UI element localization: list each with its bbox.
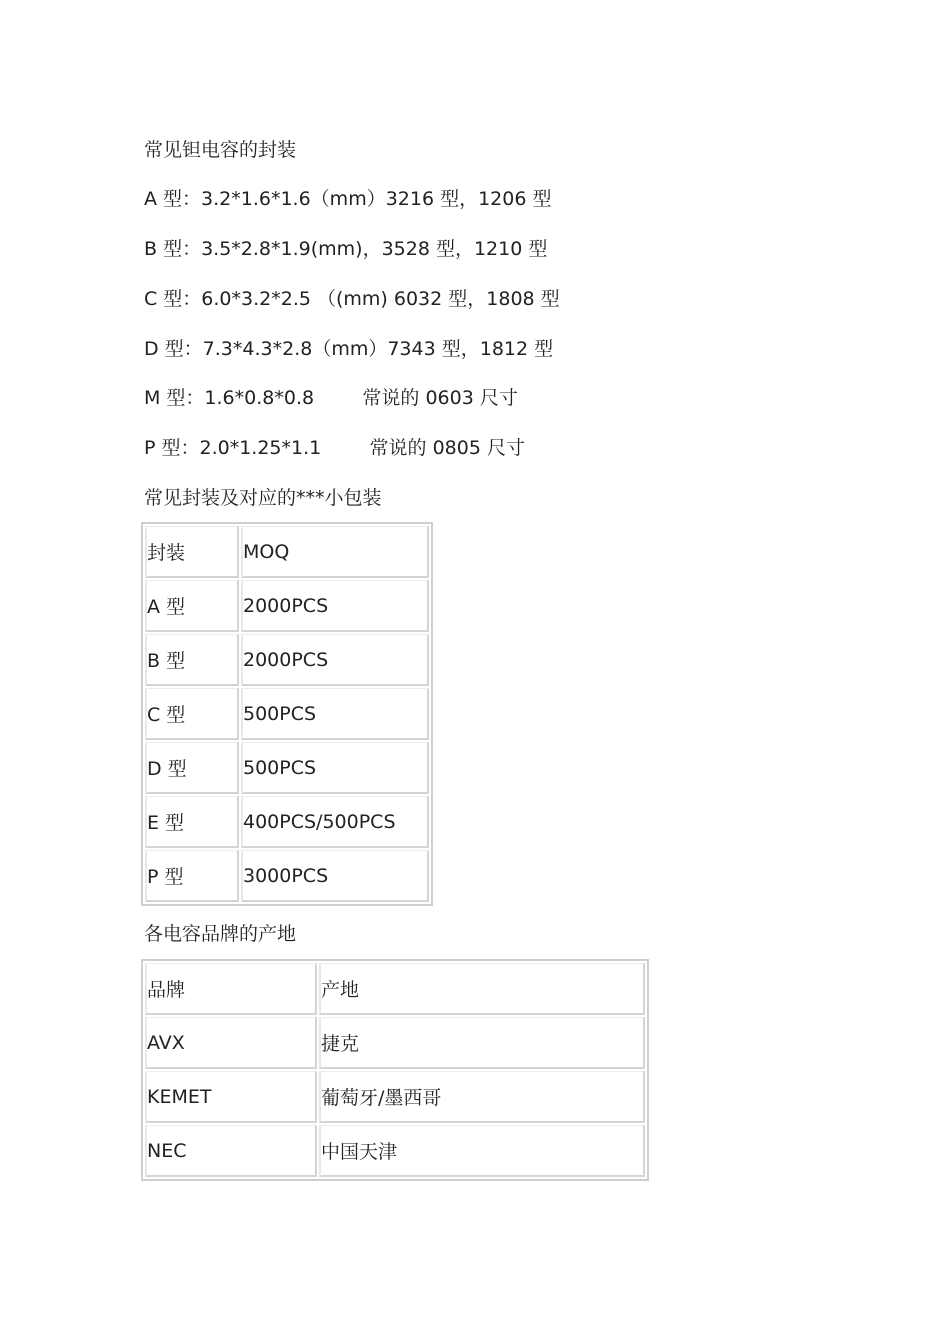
spec-line-m: M 型：1.6*0.8*0.8 常说的 0603 尺寸 (144, 387, 518, 409)
table-row (145, 742, 429, 794)
table-cell: AVX (145, 1017, 317, 1069)
table-cell: D 型 (145, 742, 239, 794)
table-header-cell: MOQ (241, 526, 429, 578)
spec-line-p: P 型：2.0*1.25*1.1 常说的 0805 尺寸 (144, 437, 525, 459)
table-header-row (145, 526, 429, 578)
table-row (145, 1125, 645, 1177)
table-row (145, 850, 429, 902)
table-cell: NEC (145, 1125, 317, 1177)
table-header-row (145, 963, 645, 1015)
table-cell: P 型 (145, 850, 239, 902)
heading-brand-origin: 各电容品牌的产地 (144, 923, 297, 945)
table-cell: 2000PCS (241, 634, 429, 686)
spec-line-b: B 型：3.5*2.8*1.9(mm)，3528 型，1210 型 (144, 238, 548, 260)
table-cell: KEMET (145, 1071, 317, 1123)
table-cell: 2000PCS (241, 580, 429, 632)
table-cell: 3000PCS (241, 850, 429, 902)
moq-table (141, 522, 433, 906)
table-cell: 葡萄牙/墨西哥 (319, 1071, 645, 1123)
table-cell: 500PCS (241, 742, 429, 794)
table-row (145, 1071, 645, 1123)
table-cell: 500PCS (241, 688, 429, 740)
table-cell: C 型 (145, 688, 239, 740)
table-cell: 捷克 (319, 1017, 645, 1069)
spec-line-a: A 型：3.2*1.6*1.6（mm）3216 型，1206 型 (144, 188, 552, 210)
table-cell: 中国天津 (319, 1125, 645, 1177)
table-row (145, 580, 429, 632)
heading-tantalum-packages: 常见钽电容的封装 (144, 139, 297, 161)
table-header-cell: 封装 (145, 526, 239, 578)
table-cell: E 型 (145, 796, 239, 848)
heading-moq: 常见封装及对应的***小包装 (144, 487, 382, 509)
table-cell: 400PCS/500PCS (241, 796, 429, 848)
table-header-cell: 产地 (319, 963, 645, 1015)
table-row (145, 1017, 645, 1069)
table-row (145, 688, 429, 740)
table-row (145, 634, 429, 686)
table-cell: B 型 (145, 634, 239, 686)
table-cell: A 型 (145, 580, 239, 632)
brand-origin-table (141, 959, 649, 1181)
table-row (145, 796, 429, 848)
spec-line-c: C 型：6.0*3.2*2.5 （(mm) 6032 型，1808 型 (144, 288, 560, 310)
table-header-cell: 品牌 (145, 963, 317, 1015)
spec-line-d: D 型：7.3*4.3*2.8（mm）7343 型，1812 型 (144, 338, 554, 360)
